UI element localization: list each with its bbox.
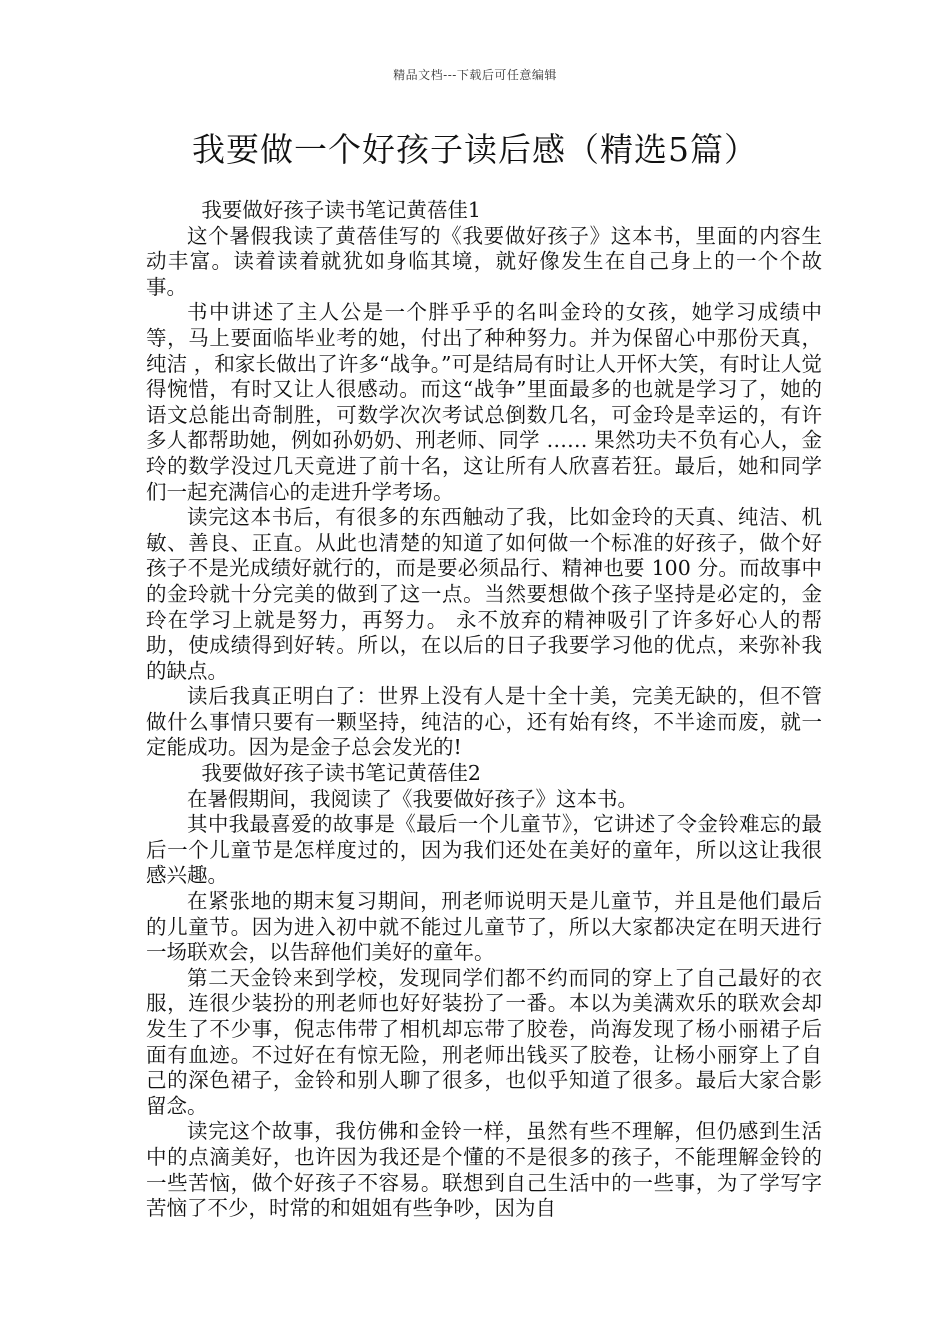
body-paragraph: 其中我最喜爱的故事是《最后一个儿童节》，它讲述了令金铃难忘的最后一个儿童节是怎样度过的，因为我们还处在美好的童年，所以这让我很感兴趣。 (146, 812, 822, 888)
body-paragraph: 这个暑假我读了黄蓓佳写的《我要做好孩子》这本书，里面的内容生动丰富。读着读着就犹如身临其境，就好像发生在自己身上的一个个故事。 (146, 223, 822, 299)
document-body (146, 198, 822, 1222)
document-title: 我要做一个好孩子读后感（精选5篇） (192, 130, 758, 169)
section-heading: 我要做好孩子读书笔记黄蓓佳2 (201, 761, 481, 786)
header-note: 精品文档---下载后可任意编辑 (393, 68, 557, 82)
body-paragraph: 在暑假期间，我阅读了《我要做好孩子》这本书。 (187, 786, 638, 811)
section-heading: 我要做好孩子读书笔记黄蓓佳1 (201, 198, 481, 222)
body-paragraph: 读后我真正明白了：世界上没有人是十全十美，完美无缺的，但不管做什么事情只要有一颗坚持，纯洁的心，还有始有终，不半途而废，就一定能成功。因为是金子总会发光的! (146, 684, 822, 760)
body-paragraph: 在紧张地的期末复习期间，刑老师说明天是儿童节，并且是他们最后的儿童节。因为进入初中就不能过儿童节了，所以大家都决定在明天进行一场联欢会，以告辞他们美好的童年。 (146, 889, 822, 965)
body-paragraph: 读完这本书后，有很多的东西触动了我，比如金玲的天真、纯洁、机敏、善良、正直。从此也清楚的知道了如何做一个标准的好孩子，做个好孩子不是光成绩好就行的，而是要必须品行、精神也要 100 分。而故事中的金玲就十分完美的做到了这一点。当然要想做个孩子坚持是必定的，金玲在学习上就是努力，再努力。 永不放弃的精神吸引了许多好心人的帮助，使成绩得到好转。所以，在以后的日子我要学习他的优点，来弥补我的缺点。 (146, 505, 822, 683)
body-paragraph: 第二天金铃来到学校，发现同学们都不约而同的穿上了自己最好的衣服，连很少装扮的刑老师也好好装扮了一番。本以为美满欢乐的联欢会却发生了不少事，倪志伟带了相机却忘带了胶卷，尚海发现了杨小丽裙子后面有血迹。不过好在有惊无险，刑老师出钱买了胶卷，让杨小丽穿上了自己的深色裙子，金铃和别人聊了很多，也似乎知道了很多。最后大家合影留念。 (146, 965, 822, 1118)
body-paragraph: 读完这个故事，我仿佛和金铃一样，虽然有些不理解，但仍感到生活中的点滴美好，也许因为我还是个懂的不是很多的孩子，不能理解金铃的一些苦恼，做个好孩子不容易。联想到自己生活中的一些事，为了学写字苦恼了不少，时常的和姐姐有些争吵，因为自 (146, 1119, 822, 1221)
body-paragraph: 书中讲述了主人公是一个胖乎乎的名叫金玲的女孩，她学习成绩中等，马上要面临毕业考的她，付出了种种努力。并为保留心中那份天真，纯洁 ，和家长做出了许多“战争。”可是结局有时让人开怀大笑，有时让人觉得惋惜，有时又让人很感动。而这“战争”里面最多的也就是学习了，她的语文总能出奇制胜，可数学次次考试总倒数几名，可金玲是幸运的，有许多人都帮助她，例如孙奶奶、刑老师、同学 …… 果然功夫不负有心人，金玲的数学没过几天竟进了前十名，这让所有人欣喜若狂。最后，她和同学们一起充满信心的走进升学考场。 (146, 300, 822, 504)
